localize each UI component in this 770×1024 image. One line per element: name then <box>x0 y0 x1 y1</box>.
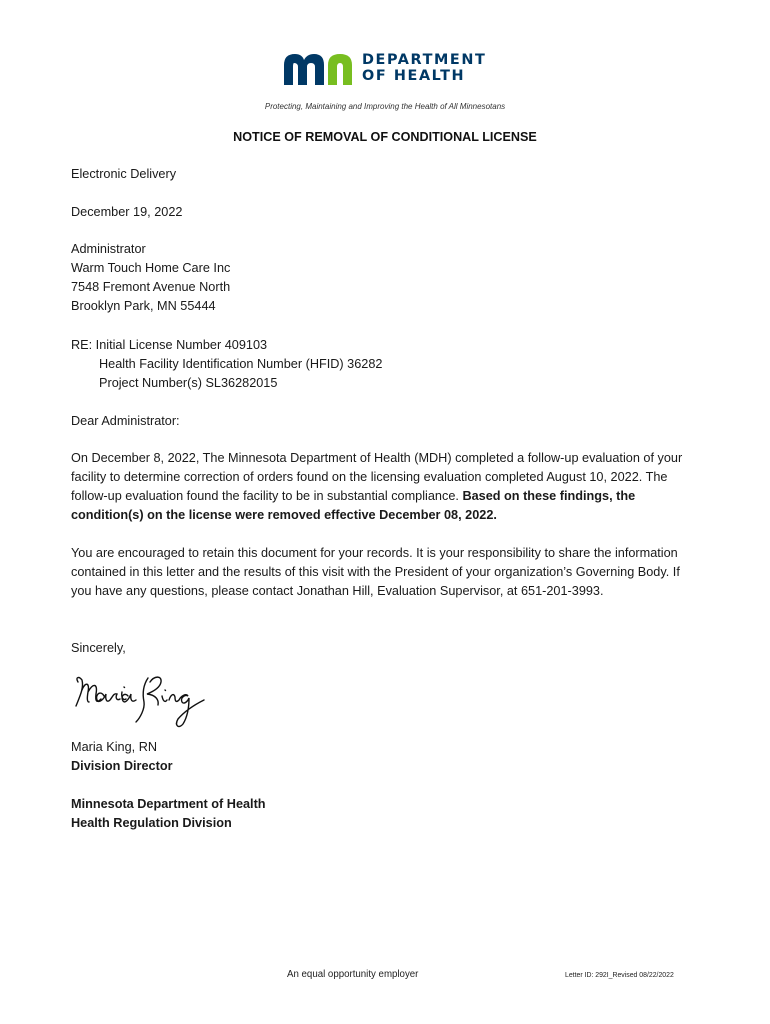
signer-name: Maria King, RN <box>71 740 158 754</box>
organization-block <box>71 795 711 833</box>
delivery-text: Electronic Delivery <box>71 167 177 181</box>
organization-line-2: Health Regulation Division <box>71 815 232 830</box>
paragraph-1-text: On December 8, 2022, The Minnesota Department of Health (MDH) completed a follow-up evaluation of your facility to determine correction of orders found on the licensing evaluation completed August 10, 2022. The follow-up evaluation found the facility to be in substantial compliance. <box>71 451 683 503</box>
closing <box>71 639 711 658</box>
organization-line-1: Minnesota Department of Health <box>71 797 266 811</box>
mn-logo-icon <box>284 53 356 85</box>
paragraph-2 <box>71 544 701 601</box>
footer-equal-opportunity: An equal opportunity employer <box>287 969 419 980</box>
tagline: Protecting, Maintaining and Improving the Health of All Minnesotans <box>264 102 506 111</box>
letterhead <box>0 48 770 118</box>
mdh-logo <box>284 50 494 90</box>
recipient-line-2: Warm Touch Home Care Inc <box>71 260 231 275</box>
salutation <box>71 412 711 431</box>
closing-text: Sincerely, <box>71 641 126 655</box>
signer-title: Division Director <box>71 758 173 773</box>
re-line-3: Project Number(s) SL36282015 <box>99 375 278 390</box>
signature-image <box>70 672 220 734</box>
signature-block <box>71 738 711 776</box>
delivery-method <box>71 165 711 184</box>
re-block <box>71 336 711 393</box>
recipient-line-4: Brooklyn Park, MN 55444 <box>71 298 216 313</box>
logo-wordmark <box>362 52 502 84</box>
re-line-1: RE: Initial License Number 409103 <box>71 338 268 352</box>
re-line-2: Health Facility Identification Number (HFID) 36282 <box>99 356 383 371</box>
recipient-line-1: Administrator <box>71 242 146 256</box>
recipient-address <box>71 240 711 316</box>
date-text: December 19, 2022 <box>71 205 183 219</box>
recipient-line-3: 7548 Fremont Avenue North <box>71 279 231 294</box>
salutation-text: Dear Administrator: <box>71 414 180 428</box>
paragraph-1 <box>71 449 701 525</box>
document-title: NOTICE OF REMOVAL OF CONDITIONAL LICENSE <box>233 130 537 144</box>
logo-line-2: OF HEALTH <box>362 68 466 84</box>
logo-line-1: DEPARTMENT <box>362 52 487 68</box>
paragraph-2-text: You are encouraged to retain this document for your records. It is your responsibility to share the information contained in this letter and the results of this visit with the President of your organization’s Governing Body. If you have any questions, please contact Jonathan Hill, Evaluation Supervisor, at 651-201-3993. <box>71 546 680 598</box>
letter-date <box>71 203 711 222</box>
paragraph-1-bold: Based on these findings, the condition(s) on the license were removed effective December 08, 2022. <box>71 488 636 522</box>
footer-letter-id: Letter ID: 292I_Revised 08/22/2022 <box>565 972 674 979</box>
